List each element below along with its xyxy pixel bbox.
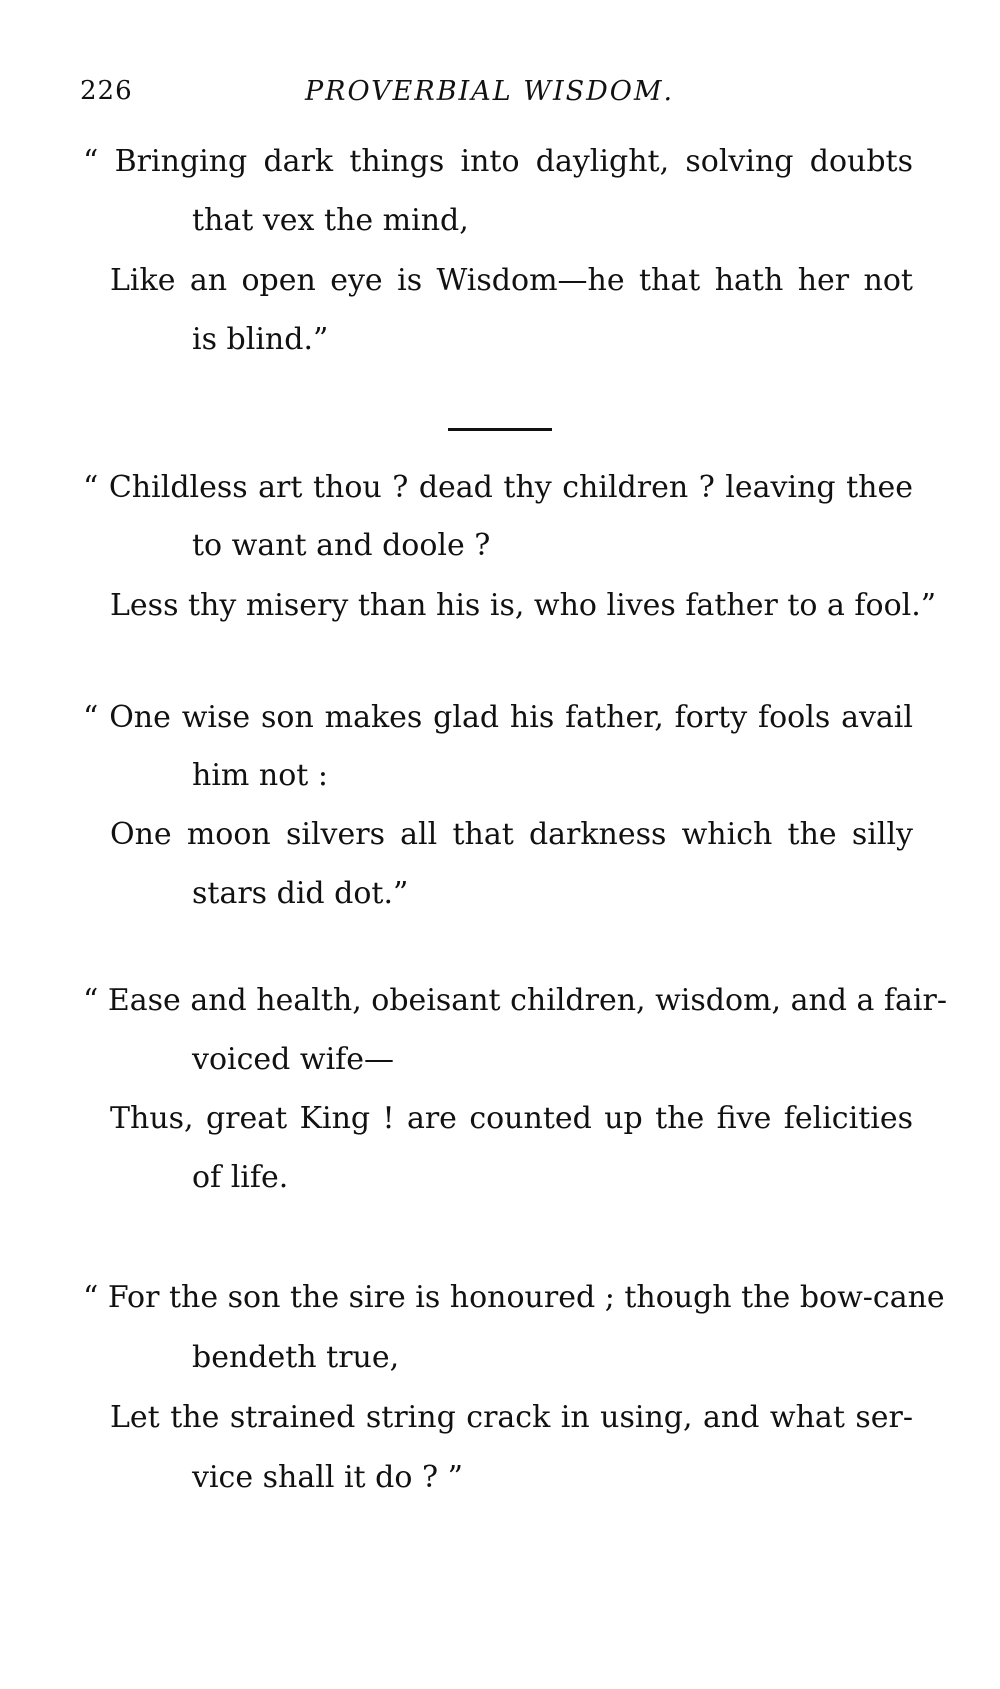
page-header bbox=[0, 70, 1000, 110]
verse-5-line-1-continuation: bendeth true, bbox=[192, 1340, 400, 1375]
verse-1-line-1: “ Bringing dark things into daylight, solving doubts bbox=[83, 144, 913, 179]
running-title: PROVERBIAL WISDOM. bbox=[305, 76, 675, 107]
verse-1-line-2-continuation: is blind.” bbox=[192, 322, 329, 357]
page-number: 226 bbox=[80, 76, 133, 106]
verse-3-line-1: “ One wise son makes glad his father, forty fools avail bbox=[83, 700, 913, 735]
verse-5-line-1: “ For the son the sire is honoured ; though the bow-cane bbox=[83, 1280, 945, 1315]
verse-5-line-2: Let the strained string crack in using, and what ser- bbox=[110, 1400, 913, 1435]
verse-4-line-1-continuation: voiced wife— bbox=[192, 1042, 395, 1077]
verse-1-line-2: Like an open eye is Wisdom—he that hath her not bbox=[110, 263, 913, 298]
verse-2-line-1: “ Childless art thou ? dead thy children ? leaving thee bbox=[83, 470, 913, 505]
verse-3-line-2-continuation: stars did dot.” bbox=[192, 876, 409, 911]
verse-2-line-2: Less thy misery than his is, who lives father to a fool.” bbox=[110, 588, 937, 623]
verse-3-line-2: One moon silvers all that darkness which the silly bbox=[110, 817, 913, 852]
verse-4-line-2-continuation: of life. bbox=[192, 1160, 289, 1195]
verse-2-line-1-continuation: to want and doole ? bbox=[192, 528, 491, 563]
verse-5-line-2-continuation: vice shall it do ? ” bbox=[192, 1460, 463, 1495]
verse-4-line-1: “ Ease and health, obeisant children, wisdom, and a fair- bbox=[83, 983, 947, 1018]
verse-4-line-2: Thus, great King ! are counted up the five felicities bbox=[110, 1101, 913, 1136]
verse-3-line-1-continuation: him not : bbox=[192, 758, 328, 793]
verse-1-line-1-continuation: that vex the mind, bbox=[192, 203, 469, 238]
section-divider bbox=[448, 428, 552, 431]
